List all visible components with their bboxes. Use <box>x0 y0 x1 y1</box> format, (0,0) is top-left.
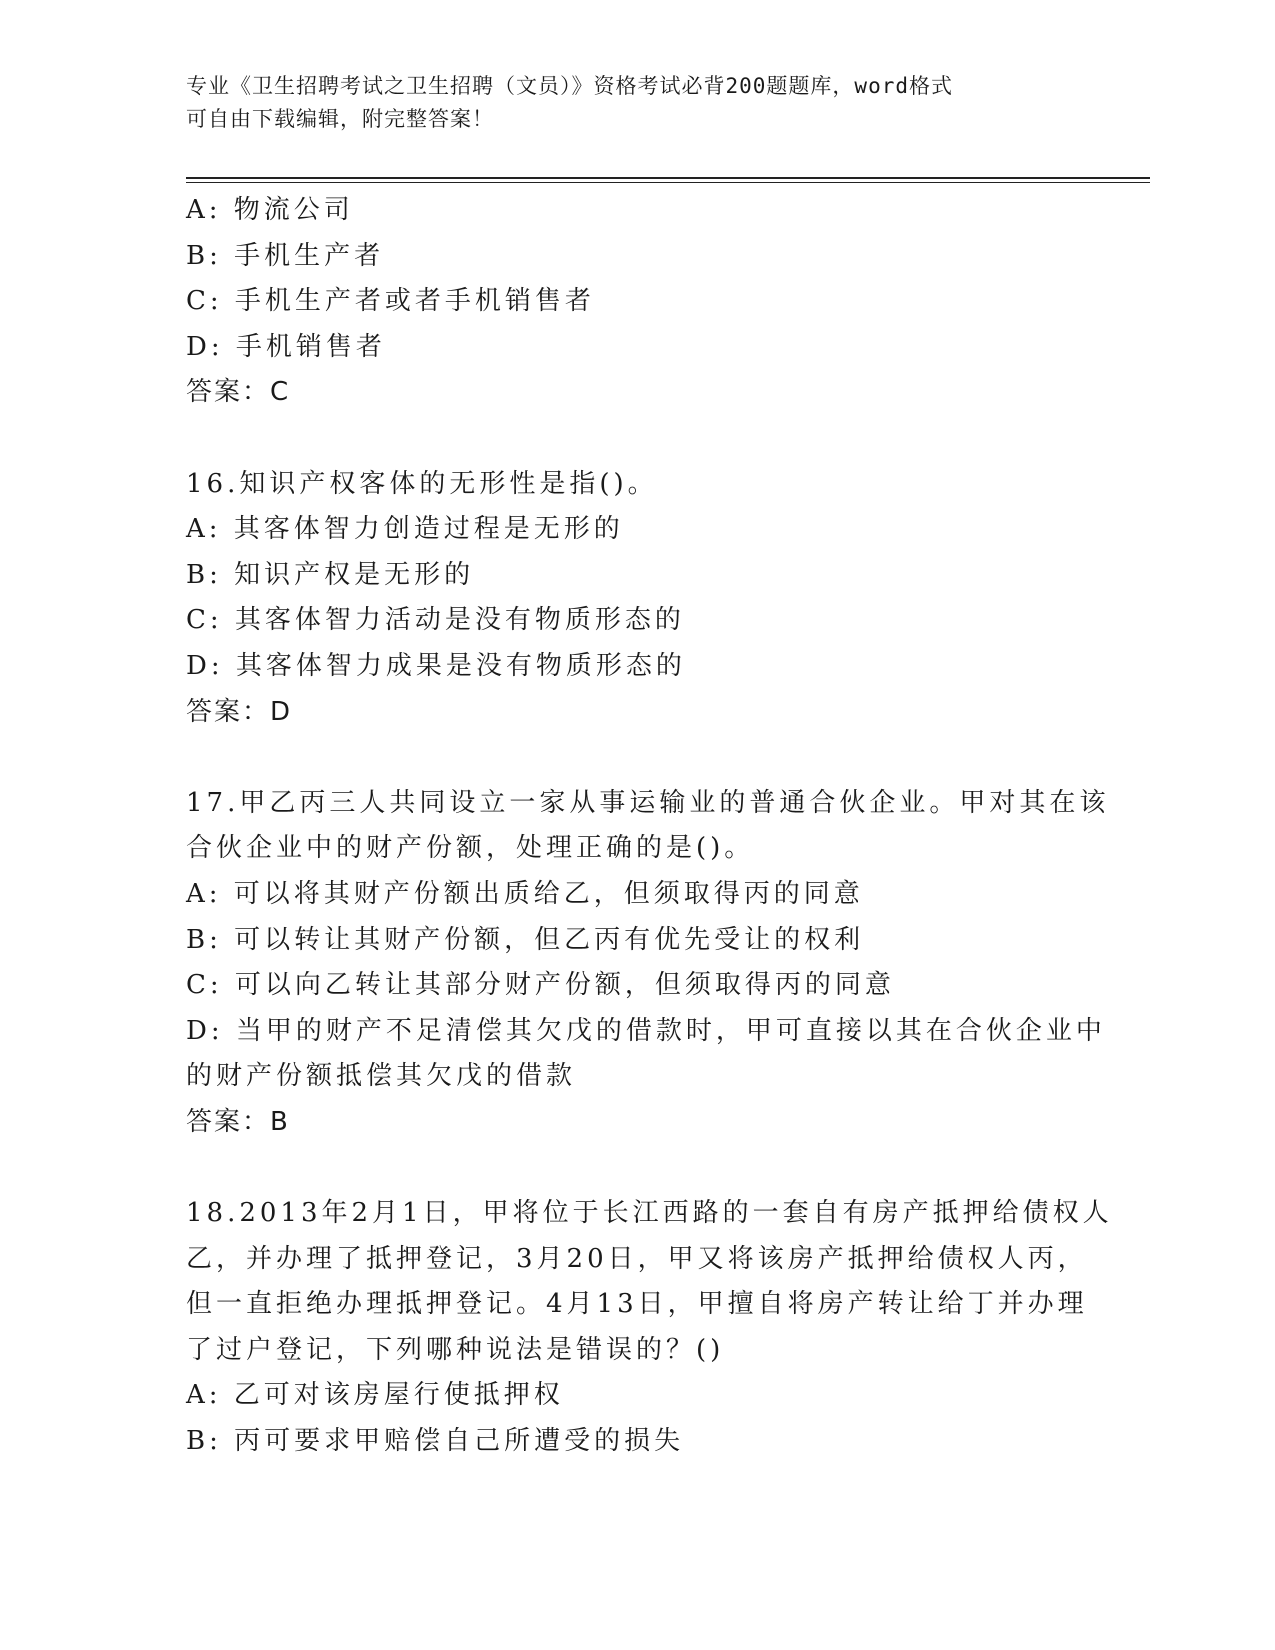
question-16-block <box>186 462 1086 736</box>
header-divider-thick <box>186 177 1150 179</box>
question-text-line-2: 合伙企业中的财产份额，处理正确的是()。 <box>186 833 755 864</box>
option-d-line-2: 的财产份额抵偿其欠戊的借款 <box>186 1061 577 1092</box>
option-a: A: 乙可对该房屋行使抵押权 <box>186 1380 564 1411</box>
question-text-line-1: 18.2013年2月1日，甲将位于长江西路的一套自有房产抵押给债权人 <box>186 1198 1113 1229</box>
spacer <box>186 416 1086 462</box>
option-d: D: 手机销售者 <box>186 331 386 362</box>
question-text-line-2: 乙，并办理了抵押登记，3月20日，甲又将该房产抵押给债权人丙， <box>186 1243 1088 1274</box>
option-b: B: 手机生产者 <box>186 240 385 271</box>
option-c: C: 其客体智力活动是没有物质形态的 <box>186 605 685 636</box>
option-a: A: 可以将其财产份额出质给乙，但须取得丙的同意 <box>186 878 864 909</box>
answer-label: 答案：D <box>186 696 293 727</box>
answer-label: 答案：B <box>186 1106 290 1137</box>
question-text-line-1: 17.甲乙丙三人共同设立一家从事运输业的普通合伙企业。甲对其在该 <box>186 787 1110 818</box>
header-divider-thin <box>186 182 1150 183</box>
question-list <box>186 188 1113 1465</box>
question-text: 16.知识产权客体的无形性是指()。 <box>186 468 658 499</box>
option-c: C: 可以向乙转让其部分财产份额，但须取得丙的同意 <box>186 970 895 1001</box>
option-d-line-1: D: 当甲的财产不足清偿其欠戊的借款时，甲可直接以其在合伙企业中 <box>186 1015 1106 1046</box>
option-a: A: 物流公司 <box>186 195 354 225</box>
question-17-block <box>186 781 1110 1146</box>
document-header <box>186 70 1066 136</box>
header-line-2: 可自由下载编辑，附完整答案！ <box>186 107 494 131</box>
option-d: D: 其客体智力成果是没有物质形态的 <box>186 650 686 681</box>
spacer <box>186 735 1086 781</box>
option-a: A: 其客体智力创造过程是无形的 <box>186 514 624 545</box>
question-18-block <box>186 1191 1113 1465</box>
option-c: C: 手机生产者或者手机销售者 <box>186 286 595 317</box>
option-b: B: 可以转让其财产份额，但乙丙有优先受让的权利 <box>186 924 865 955</box>
option-b: B: 丙可要求甲赔偿自己所遭受的损失 <box>186 1426 685 1457</box>
answer-label: 答案：C <box>186 377 291 408</box>
option-b: B: 知识产权是无形的 <box>186 559 475 590</box>
header-line-1: 专业《卫生招聘考试之卫生招聘（文员）》资格考试必背200题题库，word格式 <box>186 74 953 98</box>
question-text-line-3: 但一直拒绝办理抵押登记。4月13日，甲擅自将房产转让给丁并办理 <box>186 1289 1088 1320</box>
question-text-line-4: 了过户登记，下列哪种说法是错误的？() <box>186 1334 725 1365</box>
spacer <box>186 1145 1086 1191</box>
question-15-block <box>186 188 1086 416</box>
